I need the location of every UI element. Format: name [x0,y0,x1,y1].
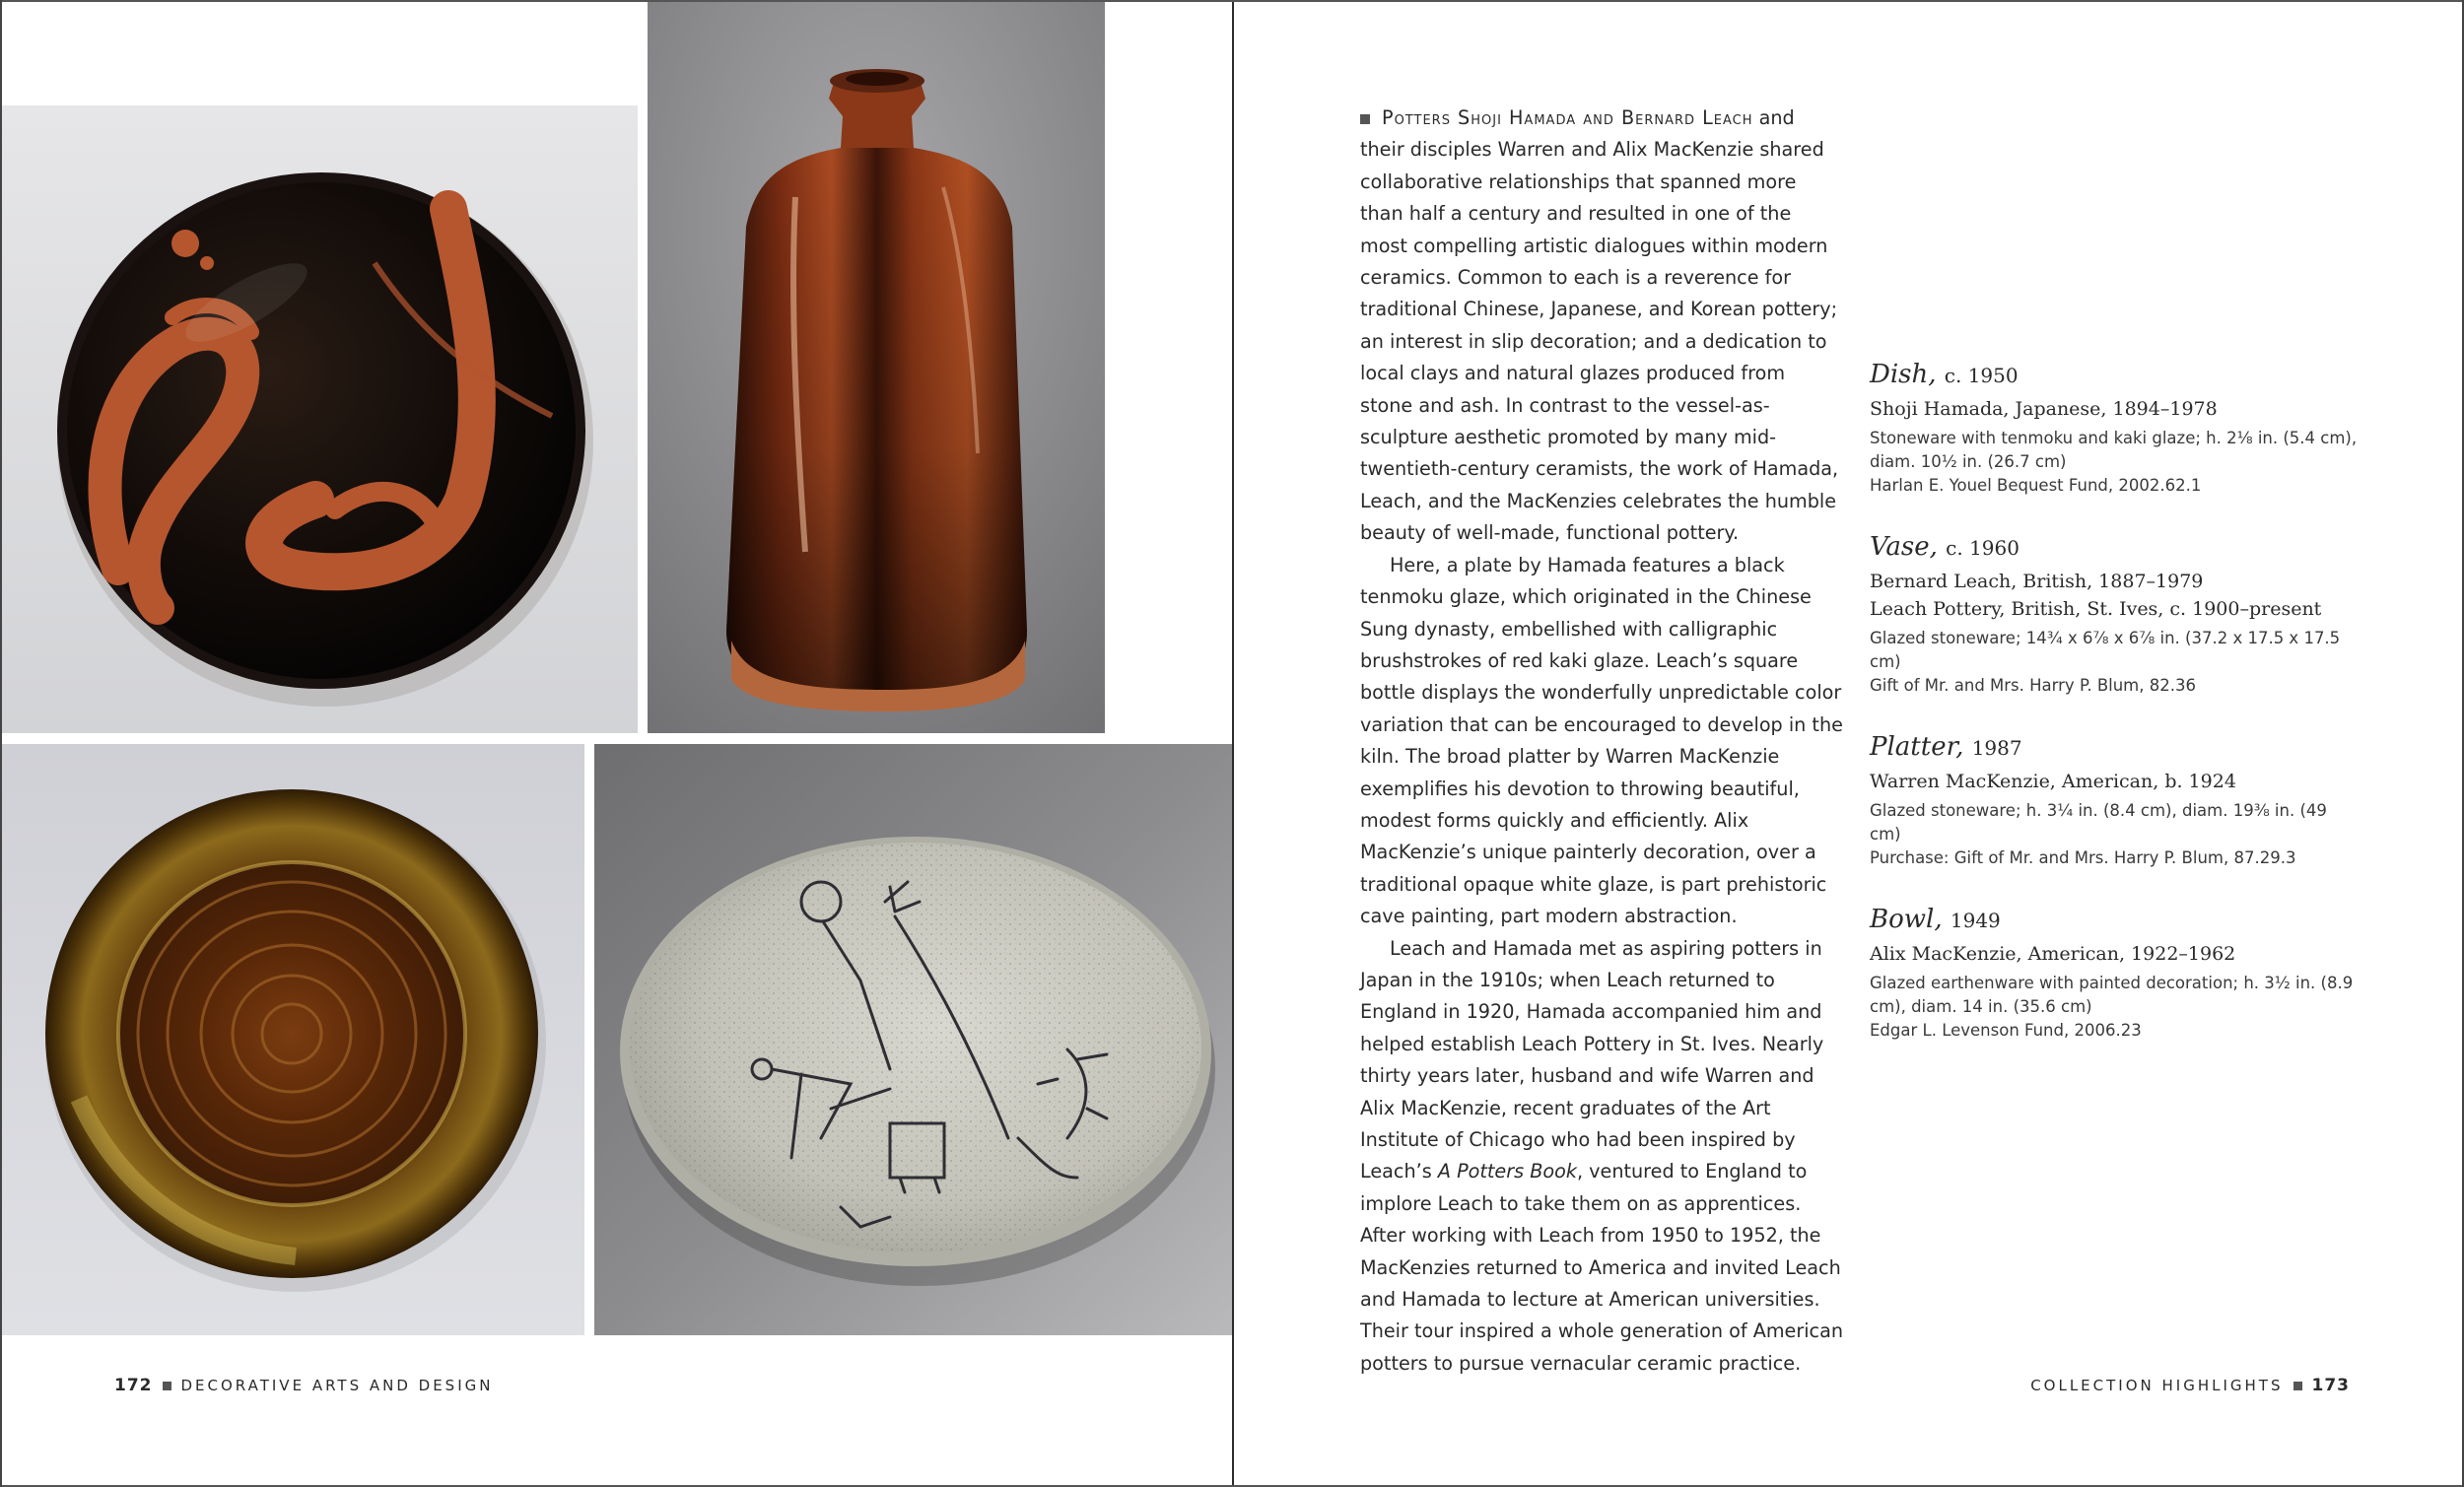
caption-title-name: Platter, [1870,732,1964,762]
caption-medium: Stoneware with tenmoku and kaki glaze; h. 2⅛ in. (5.4 cm), diam. 10½ in. (26.7 cm) [1870,429,2358,471]
caption-date: c. 1960 [1946,536,2019,560]
folio-square-bullet [163,1382,171,1390]
caption-credit: Purchase: Gift of Mr. and Mrs. Harry P. Blum, 87.29.3 [1870,848,2296,867]
right-section-title: COLLECTION HIGHLIGHTS [2030,1377,2284,1394]
caption-maker: Shoji Hamada, Japanese, 1894–1978 [1870,398,2218,420]
caption-date: 1949 [1950,909,2001,932]
paragraph-1 [1360,102,1843,550]
page-edge-left [0,0,2,1487]
caption-details [1870,627,2362,698]
lead-square-bullet [1360,114,1370,124]
paragraph-3-text-b: , ventured to England to implore Leach to take them on as apprentices. After working with Leach from 1950 to 1952, the MacKenzies returned to America and invited Leach and Hamada to lecture at American universities. Their tour inspired a whole generation of American potters to pursue vernacular ceramic practice. [1360,1160,1844,1375]
caption-date: c. 1950 [1944,364,2019,387]
left-section-title: DECORATIVE ARTS AND DESIGN [180,1377,494,1394]
right-folio [2030,1376,2350,1395]
caption-title [1870,355,2362,395]
caption-medium: Glazed stoneware; h. 3¼ in. (8.4 cm), diam. 19⅜ in. (49 cm) [1870,801,2327,844]
caption-medium: Glazed earthenware with painted decoration; h. 3½ in. (8.9 cm), diam. 14 in. (35.6 cm) [1870,974,2354,1016]
platter-photo [0,744,584,1335]
lead-in: Potters Shoji Hamada and Bernard Leach [1382,106,1753,129]
paragraph-2: Here, a plate by Hamada features a black tenmoku glaze, which originated in the Chinese Sung dynasty, embellished with calligraphic brushstrokes of red kaki glaze. Leach’s square bottle displays the wonderfully unpredictable color variation that can be encouraged to develop in the kiln. The broad platter by Warren MacKenzie exemplifies his devotion to throwing beautiful, modest forms quickly and efficiently. Alix MacKenzie’s unique painterly decoration, over a traditional opaque white glaze, is part prehistoric cave painting, part modern abstraction. [1360,553,1843,928]
caption-title [1870,527,2362,568]
caption-details [1870,427,2362,498]
caption-title [1870,727,2362,768]
left-page-number: 172 [114,1376,153,1395]
bowl-photo [594,744,1232,1335]
vase-photo [648,0,1105,733]
caption-title [1870,900,2362,940]
caption-bowl [1870,900,2362,1043]
folio-square-bullet [2293,1382,2302,1390]
page-edge-top [0,0,2464,2]
gutter-line [1232,0,1234,1487]
caption-vase [1870,527,2362,698]
caption-credit: Edgar L. Levenson Fund, 2006.23 [1870,1021,2142,1040]
paragraph-1-text: and their disciples Warren and Alix MacKenzie shared collaborative relationships that spanned more than half a century and resulted in one of the most compelling artistic dialogues within modern ceramics. Common to each is a reverence for traditional Chinese, Japanese, and Korean pottery; an interest in slip decoration; and a dedication to local clays and natural glazes produced from stone and ash. In contrast to the vessel-as-sculpture aesthetic promoted by many mid-twentieth-century ceramists, the work of Hamada, Leach, and the MacKenzies celebrates the humble beauty of well-made, functional pottery. [1360,106,1839,545]
caption-details [1870,972,2362,1043]
caption-title-name: Bowl, [1870,905,1943,934]
book-title: A Potters Book [1437,1160,1577,1183]
caption-title-name: Dish, [1870,360,1937,389]
caption-details [1870,799,2362,870]
caption-credit: Harlan E. Youel Bequest Fund, 2002.62.1 [1870,476,2202,495]
caption-medium: Glazed stoneware; 14¾ x 6⅞ x 6⅞ in. (37.2 x 17.5 x 17.5 cm) [1870,629,2341,671]
dish-photo [0,105,638,733]
paragraph-3 [1360,933,1843,1381]
caption-platter [1870,727,2362,870]
caption-credit: Gift of Mr. and Mrs. Harry P. Blum, 82.36 [1870,676,2196,695]
caption-title-name: Vase, [1870,532,1938,562]
left-folio [114,1376,493,1395]
caption-maker: Warren MacKenzie, American, b. 1924 [1870,771,2236,792]
caption-maker: Alix MacKenzie, American, 1922–1962 [1870,943,2236,965]
right-page-number: 173 [2311,1376,2350,1395]
caption-maker: Bernard Leach, British, 1887–1979 [1870,571,2204,592]
captions [1870,355,2362,1072]
caption-dish [1870,355,2362,498]
paragraph-3-text-a: Leach and Hamada met as aspiring potters in Japan in the 1910s; when Leach returned to England in 1920, Hamada accompanied him and helped establish Leach Pottery in St. Ives. Nearly thirty years later, husband and wife Warren and Alix MacKenzie, recent graduates of the Art Institute of Chicago who had been inspired by Leach’s [1360,936,1824,1183]
caption-date: 1987 [1971,736,2022,760]
body-text [1360,102,1843,1380]
caption-maker: Leach Pottery, British, St. Ives, c. 1900–present [1870,598,2322,620]
